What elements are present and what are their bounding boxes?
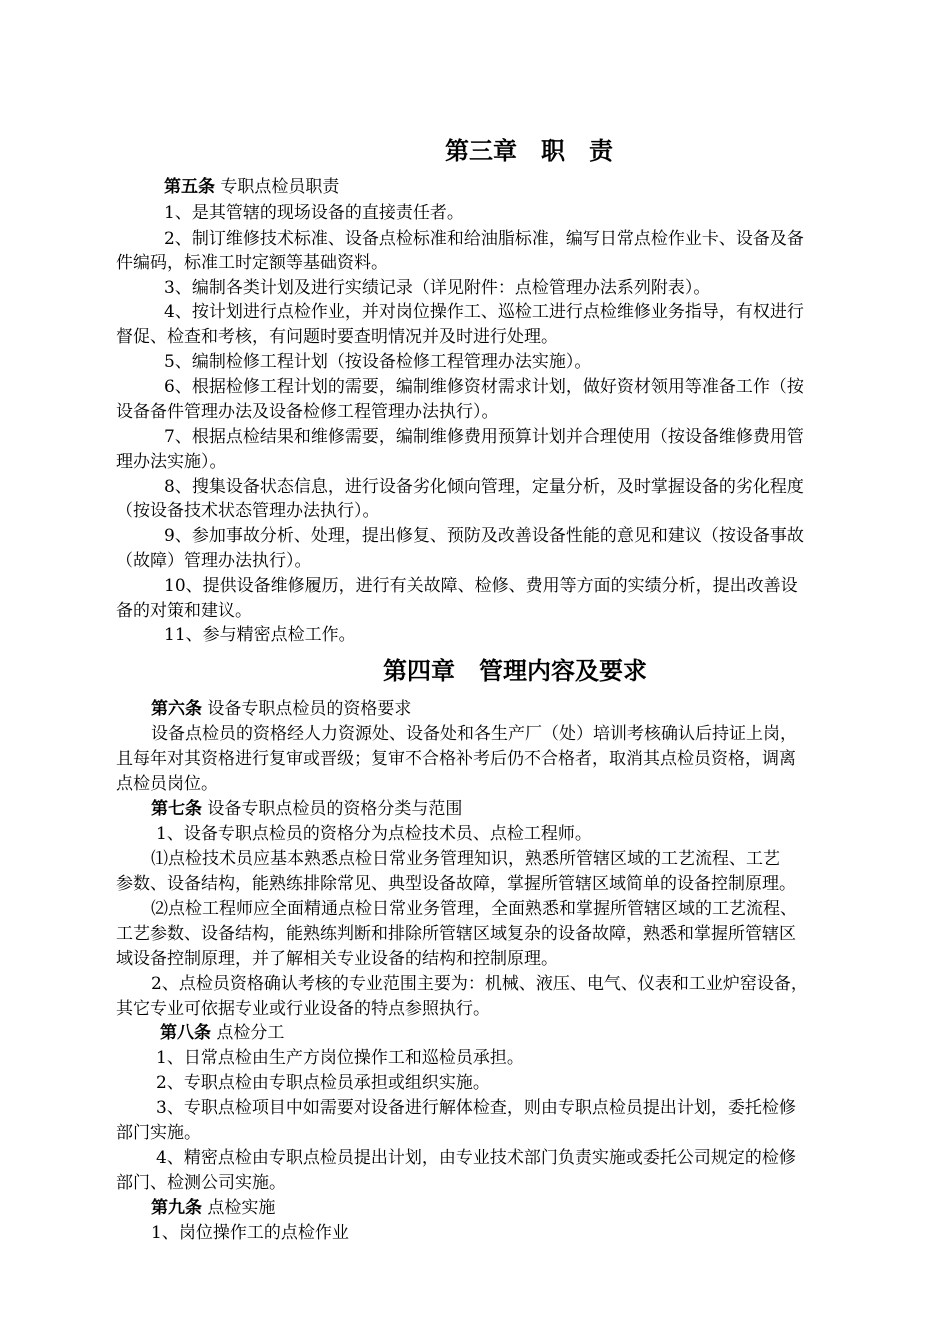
article-5-heading [164, 175, 339, 199]
duty-9-line-2: （故障）管理办法执行）。 [116, 551, 312, 571]
article-7-title: 设备专职点检员的资格分类与范围 [207, 799, 463, 819]
chapter-4-title: 第四章 管理内容及要求 [383, 657, 647, 685]
duty-11: 11、参与精密点检工作。 [164, 625, 356, 645]
article-7-item-1: 1、设备专职点检员的资格分为点检技术员、点检工程师。 [156, 824, 592, 844]
article-8-label: 第八条 [160, 1023, 211, 1043]
duty-6-line-2: 设备备件管理办法及设备检修工程管理办法执行）。 [116, 402, 499, 422]
chapter-3-title: 第三章 职 责 [445, 137, 613, 165]
article-8-title: 点检分工 [216, 1023, 285, 1043]
article-8-item-4-line-1: 4、精密点检由专职点检员提出计划，由专业技术部门负责实施或委托公司规定的检修 [156, 1148, 796, 1168]
article-6-line-1: 设备点检员的资格经人力资源处、设备处和各生产厂（处）培训考核确认后持证上岗， [151, 724, 797, 744]
article-6-title: 设备专职点检员的资格要求 [207, 699, 412, 719]
article-8-item-1: 1、日常点检由生产方岗位操作工和巡检员承担。 [156, 1048, 524, 1068]
duty-2-line-2: 件编码，标准工时定额等基础资料。 [116, 253, 388, 273]
duty-3: 3、编制各类计划及进行实绩记录（详见附件：点检管理办法系列附表）。 [164, 278, 711, 298]
article-7-sub-2-line-2: 工艺参数、设备结构，能熟练判断和排除所管辖区域复杂的设备故障，熟悉和掌握所管辖区 [116, 924, 796, 944]
article-9-label: 第九条 [151, 1198, 202, 1218]
article-8-item-3-line-1: 3、专职点检项目中如需要对设备进行解体检查，则由专职点检员提出计划，委托检修 [156, 1098, 796, 1118]
article-7-label: 第七条 [151, 799, 202, 819]
duty-8-line-2: （按设备技术状态管理办法执行）。 [116, 501, 380, 521]
article-8-item-4-line-2: 部门、检测公司实施。 [116, 1173, 286, 1193]
article-9-item-1: 1、岗位操作工的点检作业 [151, 1223, 349, 1243]
article-7-sub-2-line-1: ⑵点检工程师应全面精通点检日常业务管理，全面熟悉和掌握所管辖区域的工艺流程、 [151, 899, 797, 919]
duty-8-line-1: 8、搜集设备状态信息，进行设备劣化倾向管理，定量分析，及时掌握设备的劣化程度 [164, 477, 804, 497]
article-8-heading [160, 1021, 284, 1045]
duty-2-line-1: 2、制订维修技术标准、设备点检标准和给油脂标准，编写日常点检作业卡、设备及备 [164, 229, 804, 249]
article-9-heading [151, 1196, 275, 1220]
duty-10-line-1: 10、提供设备维修履历，进行有关故障、检修、费用等方面的实绩分析，提出改善设 [164, 576, 798, 596]
article-6-heading [151, 697, 411, 721]
article-8-item-3-line-2: 部门实施。 [116, 1123, 201, 1143]
duty-7-line-1: 7、根据点检结果和维修需要，编制维修费用预算计划并合理使用（按设备维修费用管 [164, 427, 804, 447]
duty-7-line-2: 理办法实施）。 [116, 452, 227, 472]
article-8-item-2: 2、专职点检由专职点检员承担或组织实施。 [156, 1073, 490, 1093]
duty-1: 1、是其管辖的现场设备的直接责任者。 [164, 203, 464, 223]
duty-5: 5、编制检修工程计划（按设备检修工程管理办法实施）。 [164, 352, 592, 372]
article-7-item-2-line-1: 2、点检员资格确认考核的专业范围主要为：机械、液压、电气、仪表和工业炉窑设备， [151, 974, 808, 994]
article-7-item-2-line-2: 其它专业可依据专业或行业设备的特点参照执行。 [116, 999, 490, 1019]
article-9-title: 点检实施 [207, 1198, 276, 1218]
duty-10-line-2: 备的对策和建议。 [116, 601, 252, 621]
duty-4-line-2: 督促、检查和考核，有问题时要查明情况并及时进行处理。 [116, 327, 558, 347]
article-6-label: 第六条 [151, 699, 202, 719]
article-7-sub-1-line-2: 参数、设备结构，能熟练排除常见、典型设备故障，掌握所管辖区域简单的设备控制原理。 [116, 874, 796, 894]
article-6-line-2: 且每年对其资格进行复审或晋级；复审不合格补考后仍不合格者，取消其点检员资格，调离 [116, 749, 796, 769]
article-7-sub-1-line-1: ⑴点检技术员应基本熟悉点检日常业务管理知识，熟悉所管辖区域的工艺流程、工艺 [151, 849, 780, 869]
article-7-sub-2-line-3: 域设备控制原理，并了解相关专业设备的结构和控制原理。 [116, 949, 558, 969]
article-5-label: 第五条 [164, 177, 215, 197]
duty-6-line-1: 6、根据检修工程计划的需要，编制维修资材需求计划，做好资材领用等准备工作（按 [164, 377, 804, 397]
article-5-title: 专职点检员职责 [220, 177, 340, 197]
duty-4-line-1: 4、按计划进行点检作业，并对岗位操作工、巡检工进行点检维修业务指导，有权进行 [164, 302, 804, 322]
article-7-heading [151, 797, 462, 821]
duty-9-line-1: 9、参加事故分析、处理，提出修复、预防及改善设备性能的意见和建议（按设备事故 [164, 526, 804, 546]
article-6-line-3: 点检员岗位。 [116, 774, 218, 794]
